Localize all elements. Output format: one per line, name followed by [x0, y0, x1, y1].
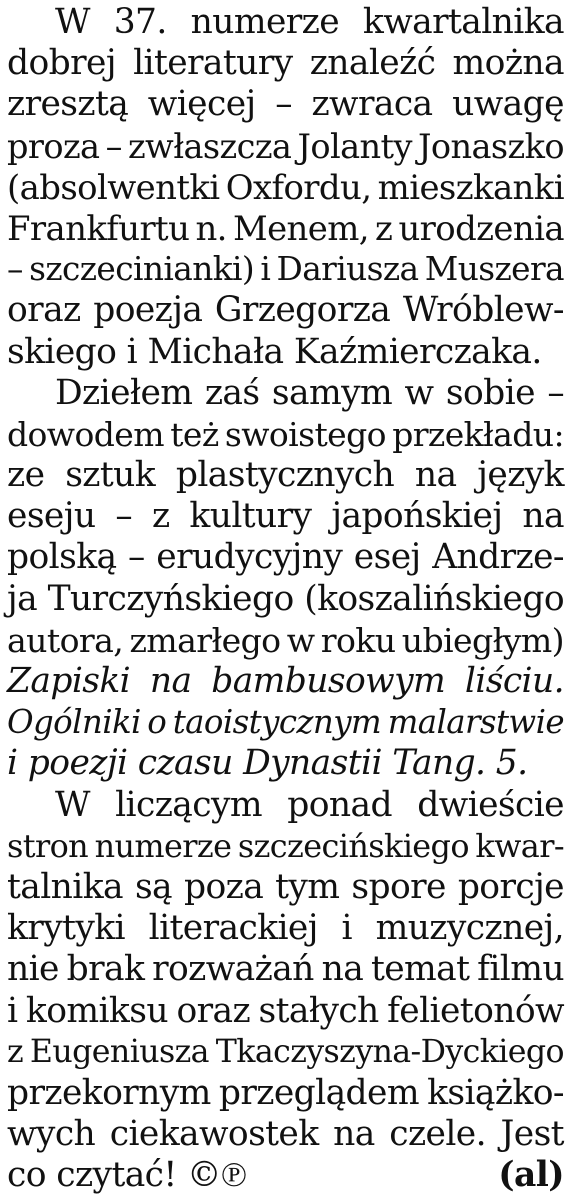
paragraph-2	[7, 373, 564, 785]
text-line: – szczecinianki) i Dariusza Muszera	[7, 250, 564, 289]
text-line: skiego i Michała Kaźmierczaka.	[7, 331, 542, 372]
author-signature: (al)	[498, 1155, 564, 1196]
text-line: (absolwentki Oxfordu, mieszkanki	[7, 167, 564, 207]
book-title-line: Zapiski na bambusowym liściu.	[7, 661, 564, 701]
book-title-line: i poezji czasu Dynastii Tang. 5.	[7, 743, 528, 784]
book-title-line: Ogólniki o taoistycznym malarstwie	[7, 703, 564, 742]
text-line: krytyki literackiej i muzycznej,	[7, 908, 564, 949]
text-line: proza – zwłaszcza Jolanty Jonaszko	[7, 126, 564, 166]
text-line: oraz poezja Grzegorza Wróblew-	[7, 290, 564, 331]
text-line: zresztą więcej – zwraca uwagę	[7, 84, 564, 125]
text-line: eseju – z kultury japońskiej na	[7, 496, 564, 537]
text-line: Dziełem zaś samym w sobie –	[55, 372, 564, 413]
text-line: polską – erudycyjny esej Andrze-	[7, 537, 564, 578]
text-line: ja Turczyńskiego (koszalińskiego	[7, 578, 564, 619]
paragraph-3	[7, 785, 564, 1196]
paragraph-1	[7, 2, 564, 373]
text-line: wych ciekawostek na czele. Jest	[7, 1114, 564, 1155]
text-line: z Eugeniusza Tkaczyszyna-Dyckiego	[7, 1033, 564, 1070]
text-line: dobrej literatury znaleźć można	[7, 43, 564, 84]
closing-line	[7, 1155, 564, 1196]
text-line: nie brak rozważań na temat filmu	[7, 949, 564, 990]
closing-text: co czytać! ©℗	[7, 1155, 247, 1196]
text-line: talnika są poza tym spore porcje	[7, 866, 564, 907]
text-line: W liczącym ponad dwieście	[55, 784, 564, 825]
text-line: W 37. numerze kwartalnika	[55, 2, 564, 42]
text-line: ze sztuk plastycznych na język	[7, 455, 564, 496]
text-line: przekornym przeglądem książko-	[7, 1072, 564, 1113]
text-line: dowodem też swoistego przekładu:	[7, 414, 564, 454]
text-line: stron numerze szczecińskiego kwar-	[7, 826, 564, 865]
text-line: autora, zmarłego w roku ubiegłym)	[7, 620, 564, 660]
text-line: i komiksu oraz stałych felietonów	[7, 990, 564, 1031]
text-line: Frankfurtu n. Menem, z urodzenia	[7, 208, 564, 248]
